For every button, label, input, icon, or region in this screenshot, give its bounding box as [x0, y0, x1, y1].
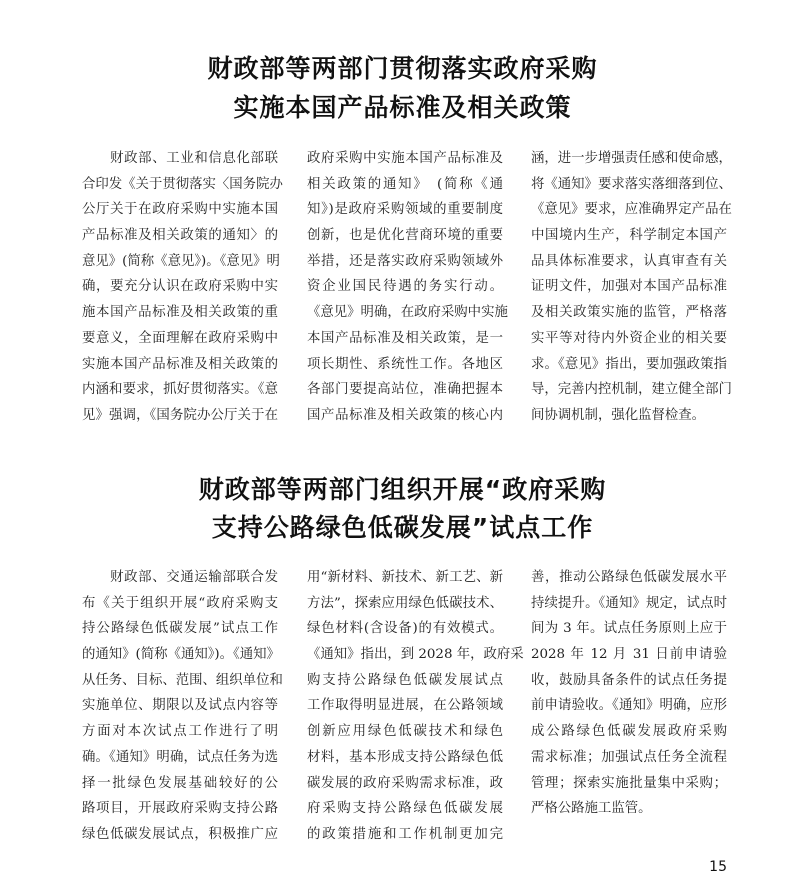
- article-2-column-2: [307, 565, 524, 848]
- text-line: 品具体标准要求，认真审查有关: [531, 253, 727, 269]
- article-1-title-line-2: 实施本国产品标准及相关政策: [233, 93, 572, 122]
- text-line: 意见》(简称《意见》)。《意见》明: [82, 253, 280, 269]
- text-line: 绿色低碳发展试点，积极推广应: [82, 826, 278, 842]
- text-line: 内涵和要求，抓好贯彻落实。《意: [82, 382, 278, 398]
- text-line: 将《通知》要求落实落细落到位、: [531, 176, 732, 192]
- text-line: 及相关政策实施的监管，严格落: [531, 305, 727, 321]
- text-line: 见》强调，《国务院办公厅关于在: [82, 407, 278, 423]
- text-line: 各部门要提高站位，准确把握本: [307, 382, 503, 398]
- text-line: 合印发《关于贯彻落实〈国务院办: [82, 176, 283, 192]
- text-line: 方面对本次试点工作进行了明: [82, 724, 278, 740]
- text-line: 用“新材料、新技术、新工艺、新: [307, 570, 503, 585]
- text-line: 路项目，开展政府采购支持公路: [82, 801, 278, 817]
- text-line: 严格公路施工监管。: [531, 801, 652, 817]
- text-line: 管理；探索实施批量集中采购；: [531, 775, 727, 791]
- text-line: 材料，基本形成支持公路绿色低: [307, 749, 503, 765]
- article-1-column-3: [531, 146, 732, 429]
- text-line: 求。《意见》指出，要加强政策指: [531, 356, 727, 372]
- text-line: 公厅关于在政府采购中实施本国: [82, 202, 278, 218]
- text-line: 方法”，探索应用绿色低碳技术、: [307, 595, 503, 611]
- article-2-title-line-2: 支持公路绿色低碳发展”试点工作: [211, 513, 594, 542]
- article-2-column-1: [82, 565, 283, 848]
- text-line: 的通知》(简称《通知》)。《通知》: [82, 647, 280, 663]
- text-line: 财政部、交通运输部联合发: [82, 570, 278, 585]
- text-line: 创新，也是优化营商环境的重要: [307, 228, 503, 244]
- text-line: 实平等对待内外资企业的相关要: [531, 330, 727, 346]
- text-line: 需求标准；加强试点任务全流程: [531, 749, 727, 765]
- article-1-title-line-1: 财政部等两部门贯彻落实政府采购: [207, 54, 598, 83]
- text-line: 实施本国产品标准及相关政策的: [82, 356, 278, 372]
- text-line: 成公路绿色低碳发展政府采购: [531, 724, 727, 740]
- text-line: 项长期性、系统性工作。各地区: [307, 356, 503, 372]
- text-line: 工作取得明显进展，在公路领域: [307, 698, 503, 714]
- text-line: 持续提升。《通知》规定，试点时: [531, 595, 727, 611]
- text-line: 间为 3 年。试点任务原则上应于: [531, 621, 727, 637]
- article-1-column-1: [82, 146, 283, 429]
- text-line: 持公路绿色低碳发展”试点工作: [82, 621, 278, 637]
- text-line: 证明文件，加强对本国产品标准: [531, 279, 727, 295]
- text-line: 创新应用绿色低碳技术和绿色: [307, 724, 503, 740]
- text-line: 前申请验收。《通知》明确，应形: [531, 698, 727, 714]
- text-line: 政府采购中实施本国产品标准及: [307, 151, 503, 166]
- text-line: 中国境内生产，科学制定本国产: [531, 228, 727, 244]
- text-line: 确。《通知》明确，试点任务为选: [82, 749, 278, 765]
- page-number: 15: [709, 859, 727, 875]
- article-2-column-3: [531, 565, 727, 822]
- text-line: 《通知》指出，到 2028 年，政府采: [307, 647, 524, 663]
- text-line: 实施单位、期限以及试点内容等: [82, 698, 278, 714]
- text-line: 财政部、工业和信息化部联: [82, 151, 278, 166]
- text-line: 相关政策的通知》 (简称《通: [307, 176, 503, 192]
- text-line: 国产品标准及相关政策的核心内: [307, 407, 503, 423]
- text-line: 涵，进一步增强责任感和使命感，: [531, 151, 732, 166]
- text-line: 绿色材料(含设备)的有效模式。: [307, 621, 503, 637]
- text-line: 产品标准及相关政策的通知〉的: [82, 228, 278, 244]
- text-line: 从任务、目标、范围、组织单位和: [82, 672, 283, 688]
- text-line: 本国产品标准及相关政策，是一: [307, 330, 503, 346]
- text-line: 间协调机制，强化监督检查。: [531, 407, 706, 423]
- text-line: 2028 年 12 月 31 日前申请验: [531, 647, 727, 663]
- text-line: 府采购支持公路绿色低碳发展: [307, 801, 503, 817]
- text-line: 知》)是政府采购领域的重要制度: [307, 202, 503, 218]
- article-1-column-2: [307, 146, 508, 429]
- text-line: 确，要充分认识在政府采购中实: [82, 279, 278, 295]
- text-line: 举措，还是落实政府采购领域外: [307, 253, 503, 269]
- text-line: 导，完善内控机制，建立健全部门: [531, 382, 732, 398]
- article-2-title-line-1: 财政部等两部门组织开展“政府采购: [198, 475, 607, 504]
- text-line: 要意义，全面理解在政府采购中: [82, 330, 278, 346]
- text-line: 收，鼓励具备条件的试点任务提: [531, 672, 727, 688]
- text-line: 碳发展的政府采购需求标准，政: [307, 775, 503, 791]
- text-line: 布《关于组织开展“政府采购支: [82, 595, 278, 611]
- text-line: 择一批绿色发展基础较好的公: [82, 775, 278, 791]
- text-line: 《意见》要求，应准确界定产品在: [531, 202, 732, 218]
- text-line: 善，推动公路绿色低碳发展水平: [531, 570, 727, 585]
- text-line: 资企业国民待遇的务实行动。: [307, 279, 503, 295]
- text-line: 的政策措施和工作机制更加完: [307, 826, 503, 842]
- text-line: 施本国产品标准及相关政策的重: [82, 305, 278, 321]
- text-line: 《意见》明确，在政府采购中实施: [307, 305, 508, 321]
- text-line: 购支持公路绿色低碳发展试点: [307, 672, 503, 688]
